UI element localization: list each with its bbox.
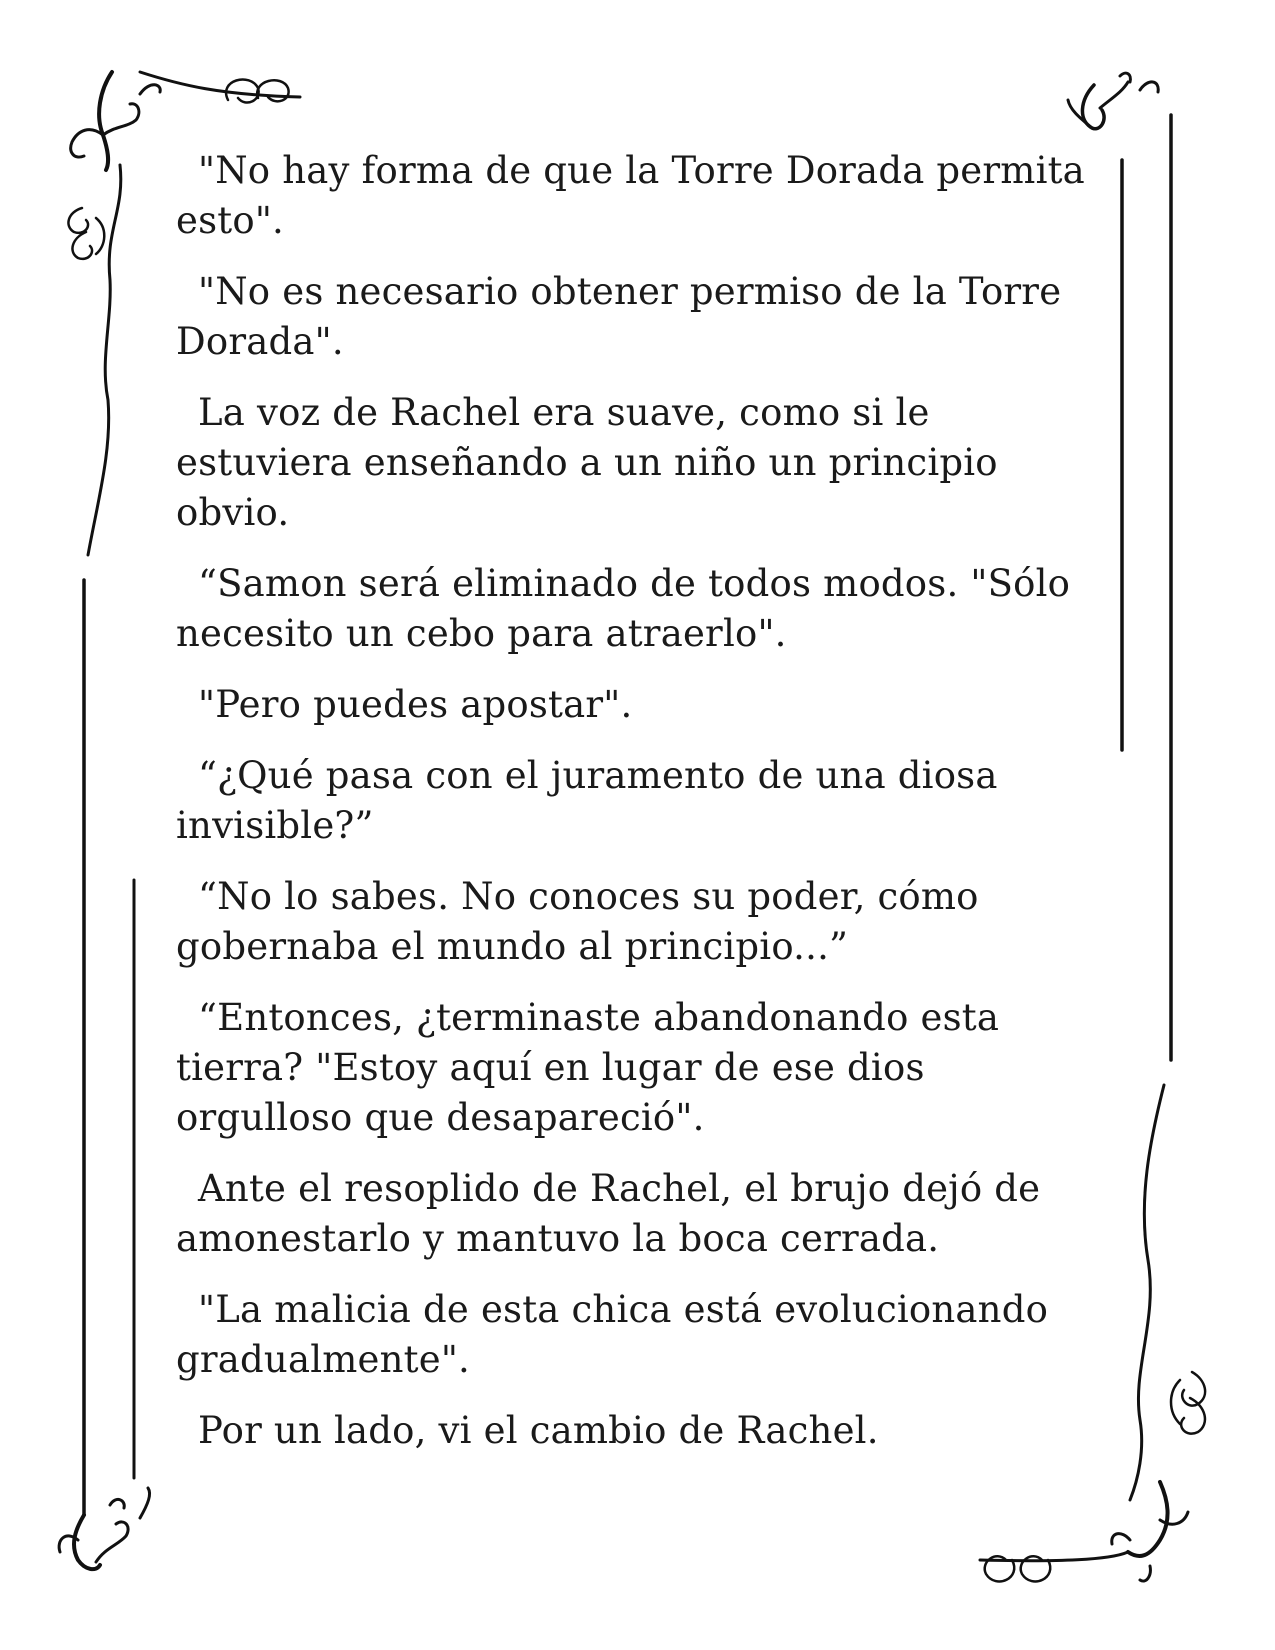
paragraph: La voz de Rachel era suave, como si le estuviera enseñando a un niño un principio obvio. [176,391,998,534]
paragraph: “¿Qué pasa con el juramento de una diosa invisible?” [176,754,998,847]
paragraph: "No hay forma de que la Torre Dorada permita esto". [176,149,1085,242]
paragraph: "La malicia de esta chica está evolucionando gradualmente". [176,1288,1049,1381]
paragraph: "No es necesario obtener permiso de la Torre Dorada". [176,270,1062,363]
top-right-flourish [1068,73,1158,129]
bottom-left-flourish [59,1488,149,1569]
paragraph: Por un lado, vi el cambio de Rachel. [198,1409,879,1452]
paragraph: “No lo sabes. No conoces su poder, cómo gobernaba el mundo al principio...” [176,875,979,968]
story-text [176,146,1106,1477]
paragraph: “Samon será eliminado de todos modos. "Sólo necesito un cebo para atraerlo". [176,562,1071,655]
paragraph: “Entonces, ¿terminaste abandonando esta tierra? "Estoy aquí en lugar de ese dios orgulloso que desapareció". [176,996,1000,1139]
paragraph: "Pero puedes apostar". [198,683,633,726]
paragraph: Ante el resoplido de Rachel, el brujo dejó de amonestarlo y mantuvo la boca cerrada. [176,1167,1041,1260]
